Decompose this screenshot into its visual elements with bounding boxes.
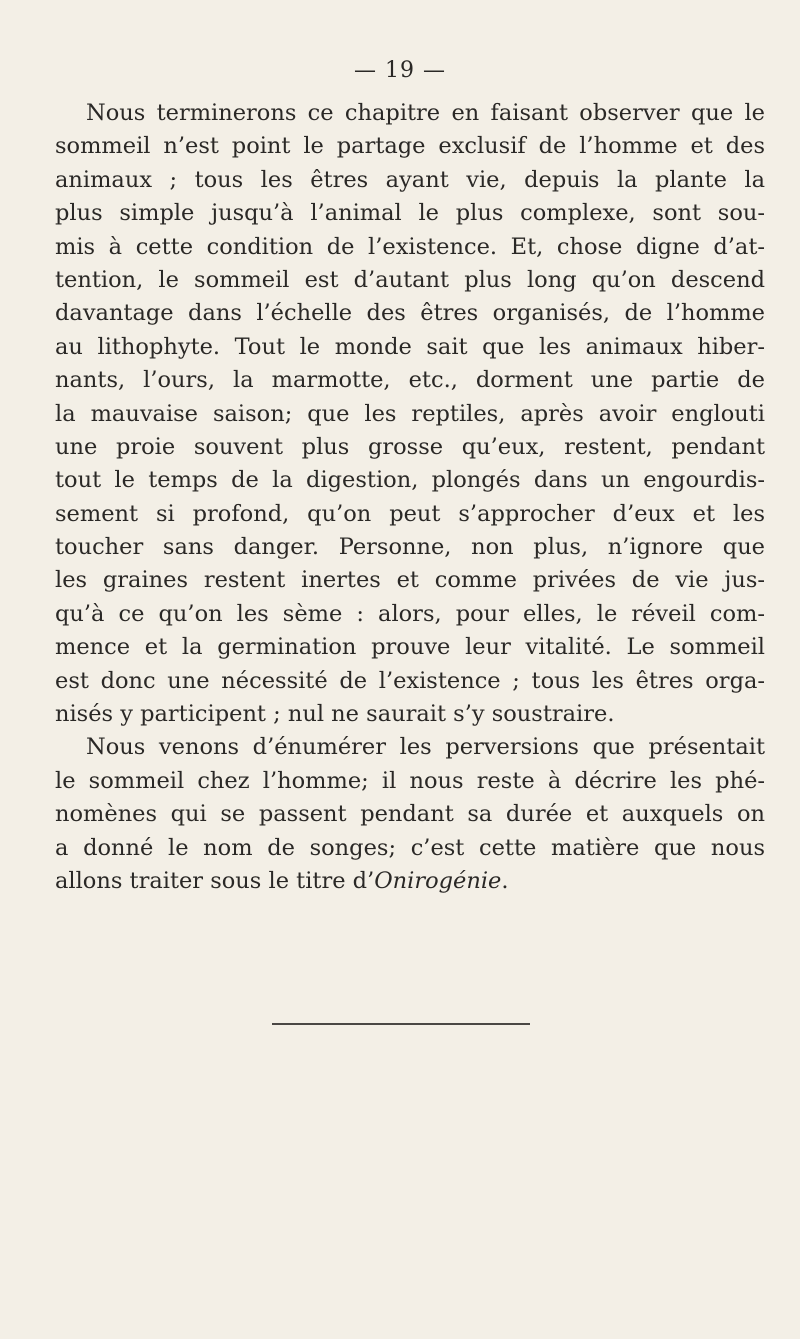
paragraph-1-line: nants, l’ours, la marmotte, etc., dorment une partie de	[55, 367, 765, 394]
paragraph-2-last-line	[55, 865, 765, 898]
paragraph-1-line: qu’à ce qu’on les sème : alors, pour elles, le réveil com-	[55, 600, 765, 627]
paragraph-1-line: tention, le sommeil est d’autant plus long qu’on descend	[55, 266, 765, 293]
paragraph-2-line: nomènes qui se passent pendant sa durée et auxquels on	[55, 801, 765, 828]
paragraph-1-line: plus simple jusqu’à l’animal le plus complexe, sont sou-	[55, 200, 765, 227]
last-line-suffix: .	[501, 867, 509, 894]
paragraph-1-line: une proie souvent plus grosse qu’eux, restent, pendant	[55, 433, 765, 460]
paragraph-2-line: Nous venons d’énumérer les perversions que présentait	[86, 734, 765, 761]
paragraph-1-line: les graines restent inertes et comme privées de vie jus-	[55, 567, 765, 594]
paragraph-1-line: Nous terminerons ce chapitre en faisant observer que le	[86, 100, 765, 126]
paragraph-1-line: tout le temps de la digestion, plongés dans un engourdis-	[55, 467, 765, 494]
paragraph-1-line: toucher sans danger. Personne, non plus, n’ignore que	[55, 534, 765, 561]
page-number: — 19 —	[354, 58, 446, 83]
paragraph-1-line: au lithophyte. Tout le monde sait que les animaux hiber-	[55, 333, 765, 360]
paragraph-1-line: davantage dans l’échelle des êtres organisés, de l’homme	[55, 300, 765, 327]
body-text	[55, 97, 765, 898]
paragraph-1-line: sement si profond, qu’on peut s’approcher d’eux et les	[55, 500, 765, 527]
paragraph-2-line: a donné le nom de songes; c’est cette matière que nous	[55, 834, 765, 861]
paragraph-1-line: la mauvaise saison; que les reptiles, après avoir englouti	[55, 400, 765, 427]
paragraph-2-line: le sommeil chez l’homme; il nous reste à décrire les phé-	[55, 767, 765, 794]
paragraph-1-line: mis à cette condition de l’existence. Et, chose digne d’at-	[55, 233, 765, 260]
paragraph-1-line: sommeil n’est point le partage exclusif de l’homme et des	[55, 133, 765, 160]
paragraph-1-line: mence et la germination prouve leur vitalité. Le sommeil	[55, 634, 765, 661]
last-line-prefix: allons traiter sous le titre d’	[55, 867, 375, 894]
paragraph-1-line: est donc une nécessité de l’existence ; tous les êtres orga-	[55, 667, 765, 694]
paragraph-1-line: nisés y participent ; nul ne saurait s’y soustraire.	[55, 701, 615, 728]
title-onirogenie: Onirogénie	[374, 867, 502, 894]
section-divider	[272, 1023, 530, 1025]
paragraph-1-line: animaux ; tous les êtres ayant vie, depuis la plante la	[55, 166, 765, 193]
